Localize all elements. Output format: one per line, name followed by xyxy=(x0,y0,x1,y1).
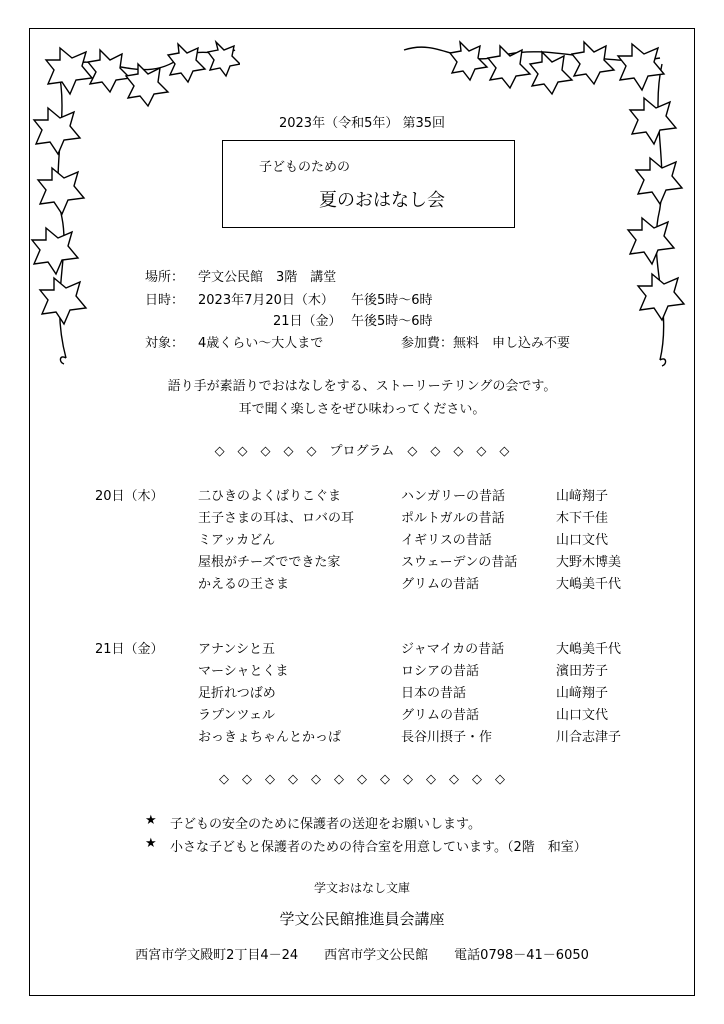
story-title: 二ひきのよくばりこぐま xyxy=(198,489,342,504)
story-teller: 山﨑翔子 xyxy=(556,489,609,504)
date-label: 日時： xyxy=(145,293,185,308)
intro-line-2: 耳で聞く楽しさをぜひ味わってください。 xyxy=(238,402,486,417)
page-title: 夏のおはなし会 xyxy=(319,190,445,211)
story-title: マーシャとくま xyxy=(198,664,289,679)
organizer-name: 学文公民館推進員会講座 xyxy=(279,910,445,928)
story-origin: グリムの昔話 xyxy=(401,577,480,592)
story-origin: 長谷川摂子・作 xyxy=(401,730,493,745)
story-origin: ロシアの昔話 xyxy=(401,664,480,679)
program-row xyxy=(0,485,724,507)
program-row xyxy=(0,507,724,529)
diamond-divider: ◇ ◇ ◇ ◇ ◇ ◇ ◇ ◇ ◇ ◇ ◇ ◇ ◇ xyxy=(219,772,505,787)
story-teller: 大野木博美 xyxy=(556,555,622,570)
program-day-label: 21日（金） xyxy=(95,642,164,657)
story-title: 屋根がチーズでできた家 xyxy=(198,555,341,570)
story-title: ミアッカどん xyxy=(198,533,276,548)
note-star-icon: ★ xyxy=(145,836,157,851)
note-1: 子どもの安全のために保護者の送迎をお願いします。 xyxy=(170,817,481,832)
program-day-label: 20日（木） xyxy=(95,489,164,504)
story-teller: 木下千佳 xyxy=(556,511,609,526)
story-teller: 山﨑翔子 xyxy=(556,686,609,701)
program-row xyxy=(0,704,724,726)
story-origin: スウェーデンの昔話 xyxy=(401,555,518,570)
intro-line-1: 語り手が素語りでおはなしをする、ストーリーテリングの会です。 xyxy=(167,379,557,394)
program-row xyxy=(0,573,724,595)
story-title: ラプンツェル xyxy=(198,708,275,723)
program-row xyxy=(0,660,724,682)
time-value-1: 午後5時～6時 xyxy=(351,293,433,308)
story-origin: 日本の昔話 xyxy=(401,686,467,701)
date-value-2: 21日（金） xyxy=(273,314,342,329)
note-star-icon: ★ xyxy=(145,813,157,828)
note-2: 小さな子どもと保護者のための待合室を用意しています。（2階 和室） xyxy=(170,840,587,855)
story-teller: 山口文代 xyxy=(556,533,609,548)
title-subtitle: 子どものための xyxy=(259,160,351,175)
time-value-2: 午後5時～6時 xyxy=(351,314,433,329)
story-title: 王子さまの耳は、ロバの耳 xyxy=(198,511,355,526)
ivy-left-icon xyxy=(30,28,240,368)
place-value: 学文公民館 3階 講堂 xyxy=(198,270,337,285)
fee-text: 参加費：無料 申し込み不要 xyxy=(401,336,571,351)
target-label: 対象： xyxy=(145,336,185,351)
edition-text: 2023年（令和5年） 第35回 xyxy=(278,116,446,131)
story-origin: ハンガリーの昔話 xyxy=(401,489,506,504)
address-contact: 西宮市学文殿町2丁目4－24 西宮市学文公民館 電話0798－41－6050 xyxy=(135,948,589,963)
story-title: かえるの王さま xyxy=(198,577,290,592)
story-teller: 濱田芳子 xyxy=(556,664,609,679)
story-origin: グリムの昔話 xyxy=(401,708,480,723)
story-teller: 大嶋美千代 xyxy=(556,577,622,592)
story-origin: イギリスの昔話 xyxy=(401,533,492,548)
story-teller: 山口文代 xyxy=(556,708,609,723)
program-heading: ◇ ◇ ◇ ◇ ◇ プログラム ◇ ◇ ◇ ◇ ◇ xyxy=(214,444,510,459)
story-title: 足折れつばめ xyxy=(198,686,276,701)
title-box xyxy=(222,140,515,228)
story-title: おっきょちゃんとかっぱ xyxy=(198,730,342,745)
story-title: アナンシと五 xyxy=(198,642,276,657)
library-name: 学文おはなし文庫 xyxy=(313,881,410,895)
story-origin: ポルトガルの昔話 xyxy=(401,511,505,526)
program-row xyxy=(0,726,724,748)
program-row xyxy=(0,551,724,573)
program-row xyxy=(0,682,724,704)
place-label: 場所： xyxy=(145,270,185,285)
target-value: 4歳くらい～大人まで xyxy=(198,336,324,351)
date-value-1: 2023年7月20日（木） xyxy=(198,293,334,308)
program-row xyxy=(0,529,724,551)
story-origin: ジャマイカの昔話 xyxy=(401,642,505,657)
program-row xyxy=(0,638,724,660)
story-teller: 大嶋美千代 xyxy=(556,642,622,657)
story-teller: 川合志津子 xyxy=(556,730,622,745)
